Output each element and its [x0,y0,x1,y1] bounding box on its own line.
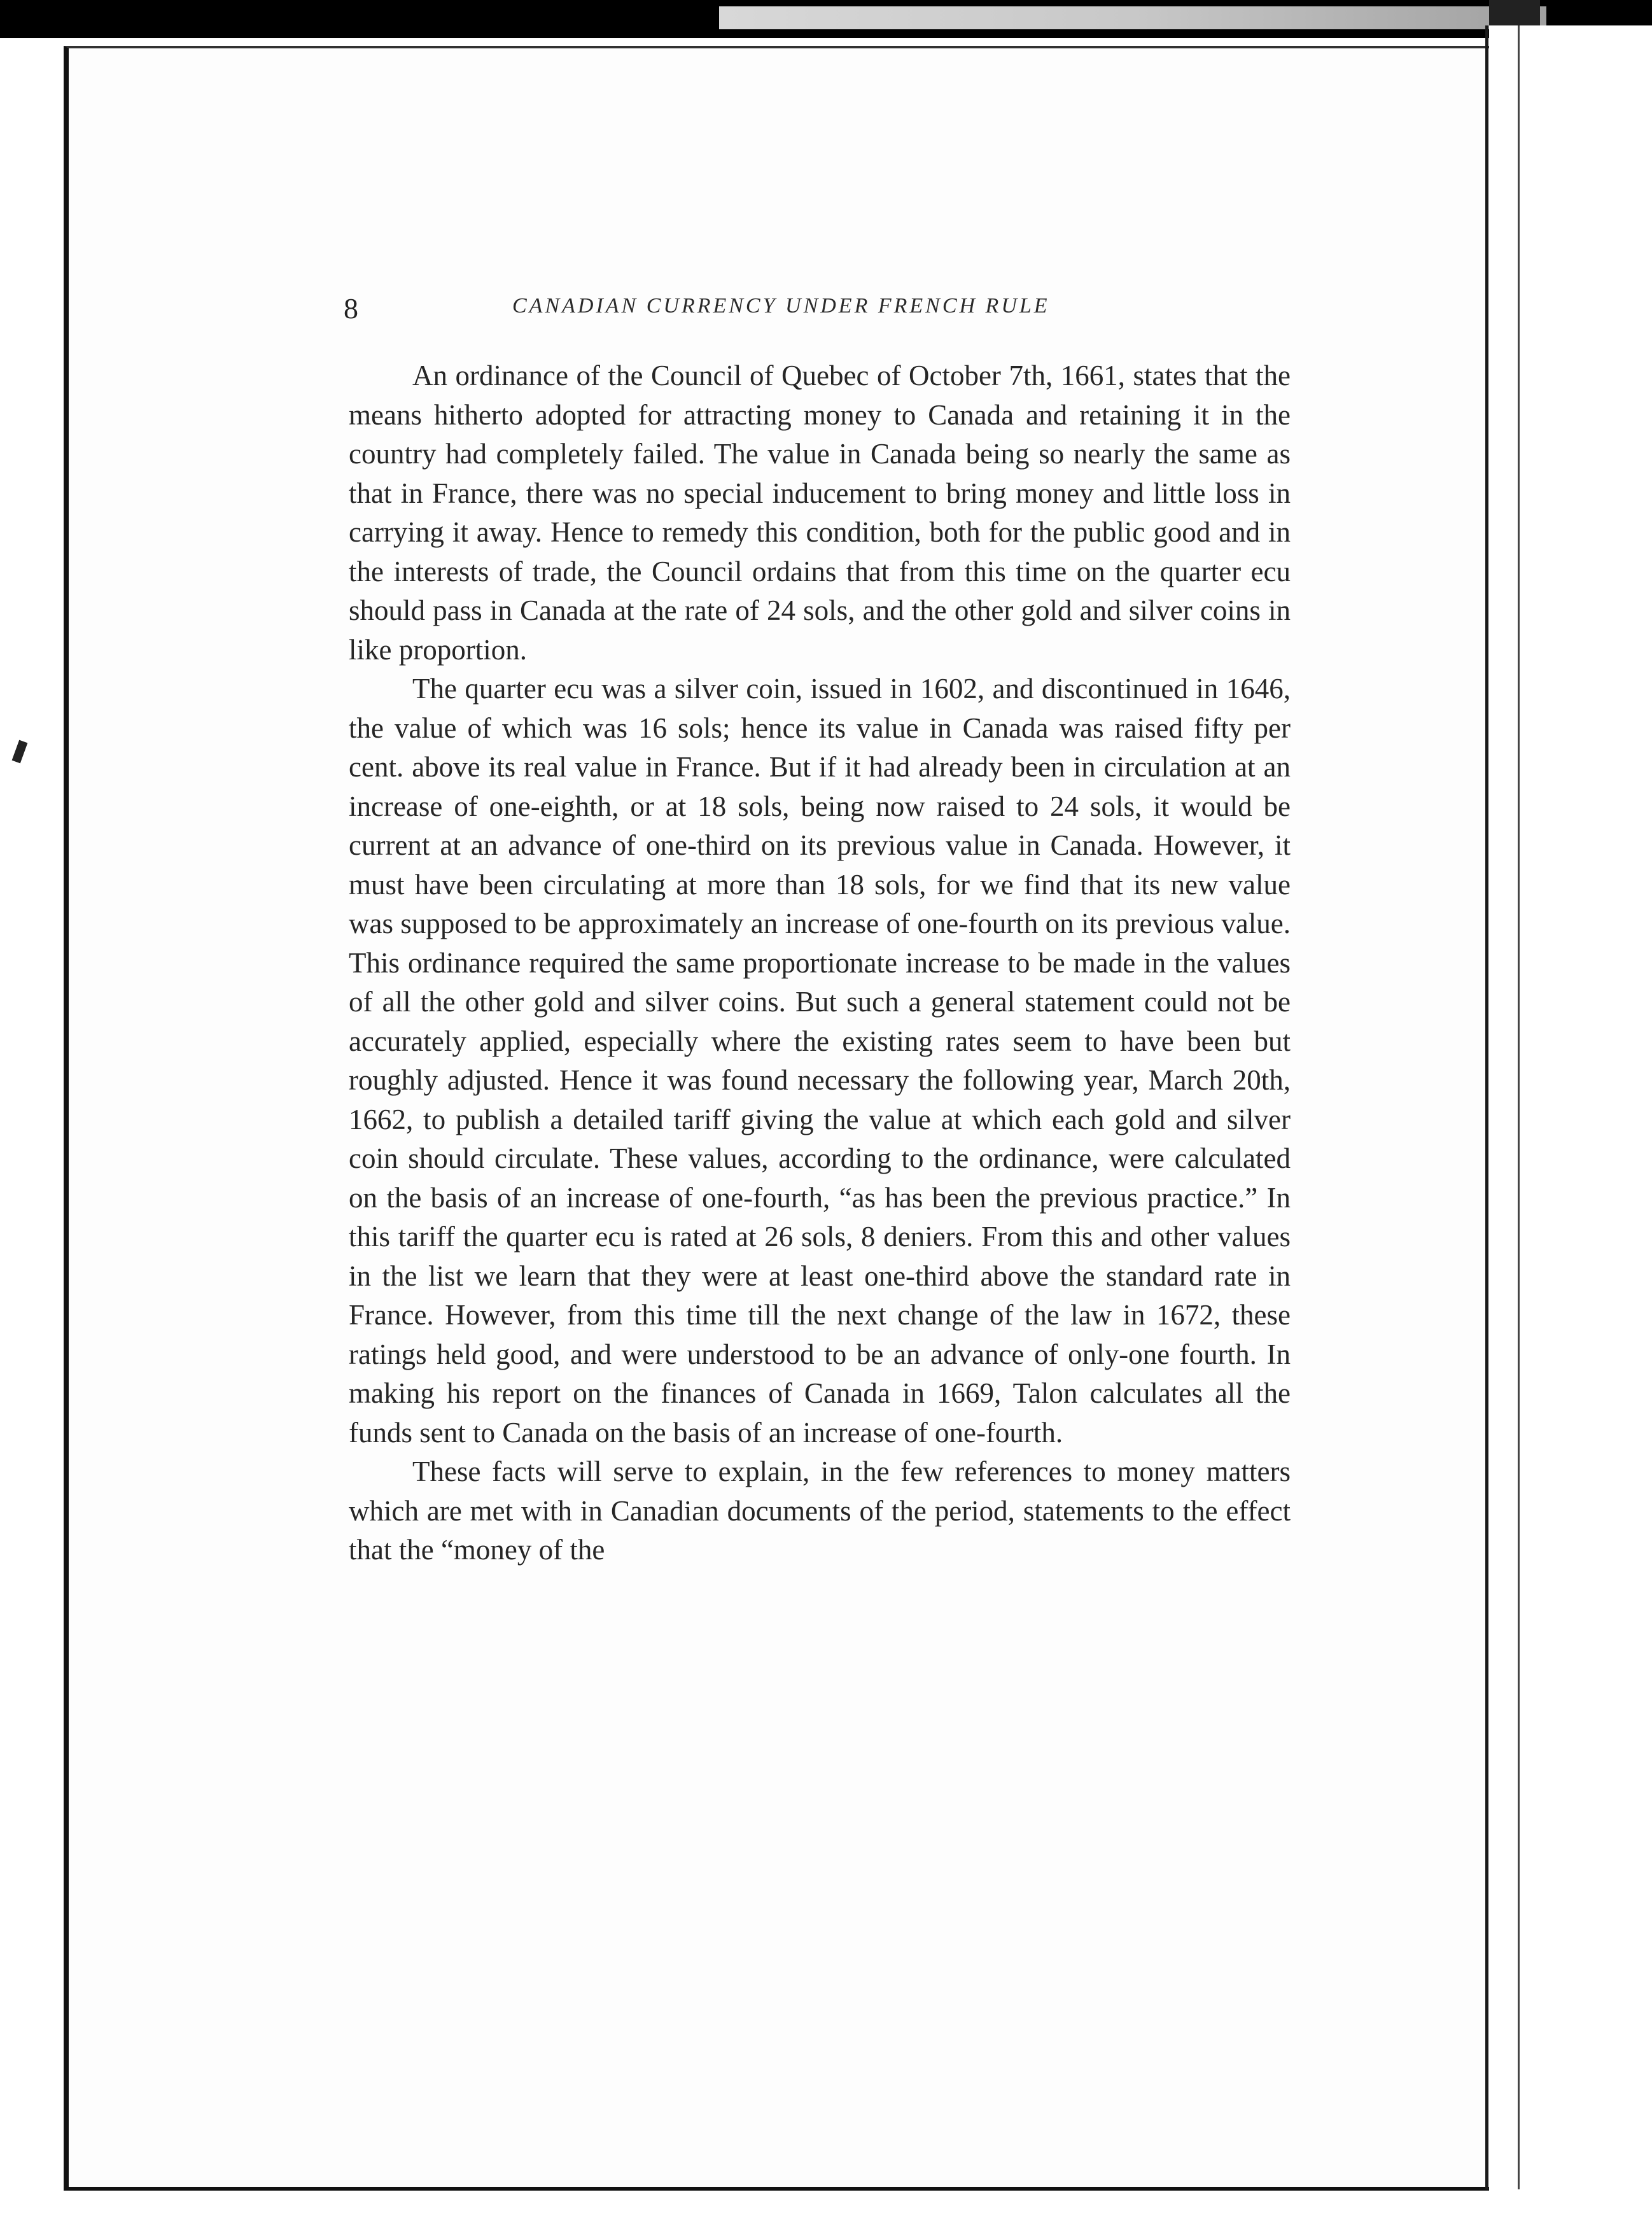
paragraph: The quarter ecu was a silver coin, issued in 1602, and discontinued in 1646, the value of which was 16 sols; hence its value in Canada was raised fifty per cent. above its real value in France. But if it had already been in circulation at an increase of one-eighth, or at 18 sols, being now raised to 24 sols, it would be current at an advance of one-third on its previous value in Canada. However, it must have been circulating at more than 18 sols, for we find that its new value was supposed to be approximately an increase of one-fourth on its previous value. This ordinance required the same proportionate increase to be made in the values of all the other gold and silver coins. But such a general statement could not be accurately applied, especially where the existing rates seem to have been but roughly adjusted. Hence it was found necessary the following year, March 20th, 1662, to publish a detailed tariff giving the value at which each gold and silver coin should circulate. These values, according to the ordinance, were calculated on the basis of an increase of one-fourth, “as has been the previous practice.” In this tariff the quarter ecu is rated at 26 sols, 8 deniers. From this and other values in the list we learn that they were at least one-third above the standard rate in France. However, from this time till the next change of the law in 1672, these ratings held good, and were understood to be an advance of only-one fourth. In making his report on the finances of Canada in 1669, Talon calculates all the funds sent to Canada on the basis of an increase of one-fourth. [349,673,1291,1449]
paragraph: An ordinance of the Council of Quebec of October 7th, 1661, states that the means hitherto adopted for attracting money to Canada and retaining it in the country had completely failed. The value in Canada being so nearly the same as that in France, there was no special inducement to bring money and little loss in carrying it away. Hence to remedy this condition, both for the public good and in the interests of trade, the Council ordains that from this time on the quarter ecu should pass in Canada at the rate of 24 sols, and the other gold and silver coins in like proportion. [349,360,1291,666]
page-edge-line-2 [1518,25,1520,2189]
facing-page-edge [1489,25,1652,2225]
running-head: CANADIAN CURRENCY UNDER FRENCH RULE [512,294,1050,318]
scan-border-top-edge [719,6,1546,29]
scan-clip [1489,0,1540,25]
page-edge-line [1485,25,1488,2189]
margin-mark [12,740,28,764]
page-header [344,291,1298,342]
paragraph: These facts will serve to explain, in the few references to money matters which are met with in Canadian documents of the period, statements to the effect that the “money of the [349,1456,1291,1566]
body-text [349,356,1291,1570]
page-number: 8 [344,292,358,325]
